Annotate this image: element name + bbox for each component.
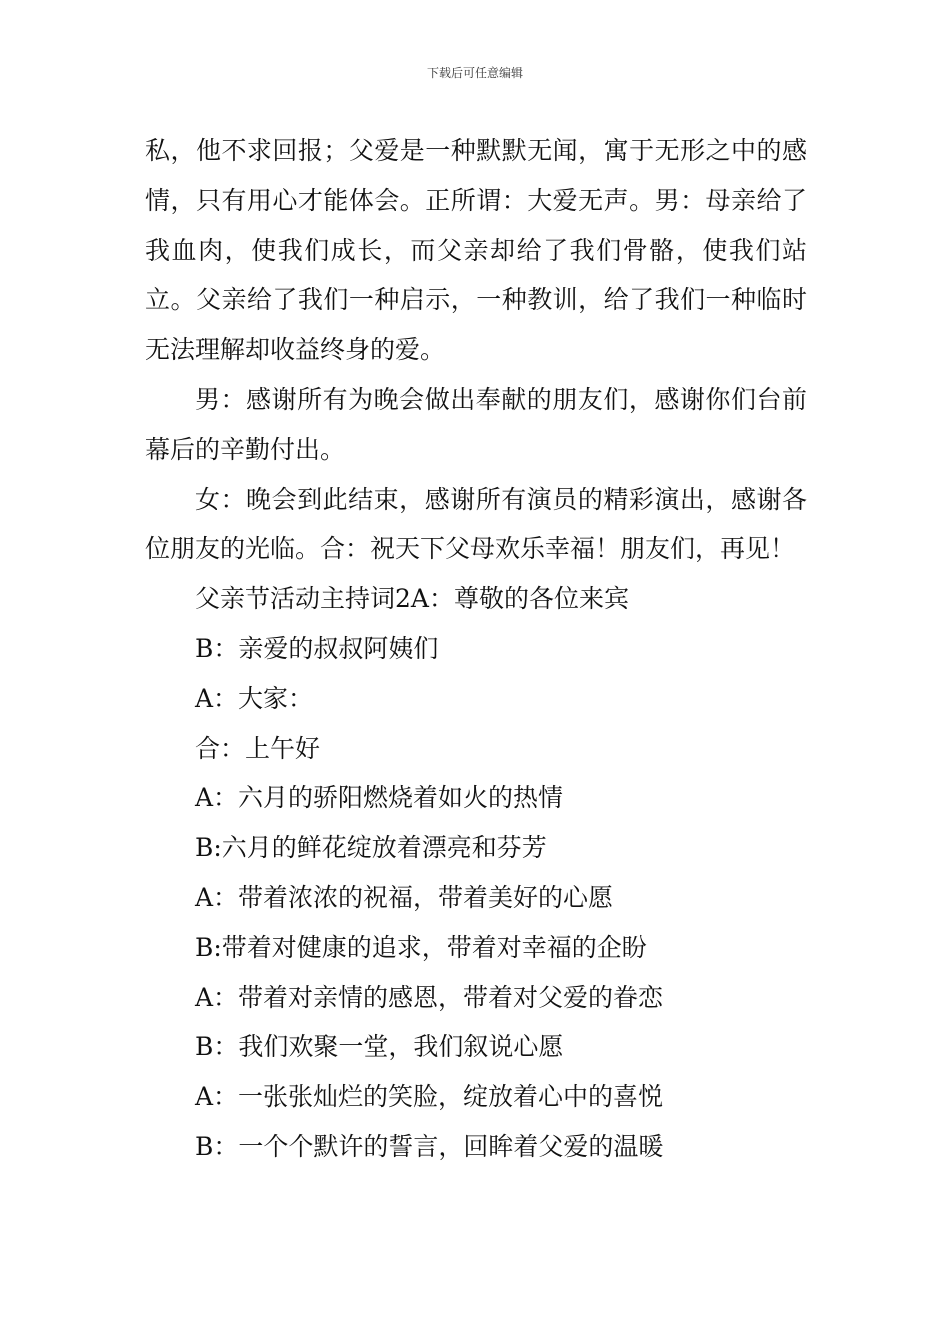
script-line: A：大家： (195, 683, 314, 713)
paragraph-thanks-male: 男：感谢所有为晚会做出奉献的朋友们，感谢你们台前幕后的辛勤付出。 (145, 384, 807, 464)
script-line: A：六月的骄阳燃烧着如火的热情 (195, 783, 564, 813)
script-line: 合：上午好 (195, 733, 321, 763)
paragraph-closing-female: 女：晚会到此结束，感谢所有演员的精彩演出，感谢各位朋友的光临。合：祝天下父母欢乐幸福！朋友们，再见！ (145, 484, 807, 564)
page-header: 下载后可任意编辑 (426, 66, 523, 80)
script-line: B：亲爱的叔叔阿姨们 (195, 633, 439, 663)
script-line: B:带着对健康的追求，带着对幸福的企盼 (195, 932, 647, 962)
script-line: B：一个个默许的誓言，回眸着父爱的温暖 (195, 1131, 664, 1161)
script-line: B:六月的鲜花绽放着漂亮和芬芳 (195, 833, 547, 863)
script-line: A：带着浓浓的祝福，带着美好的心愿 (195, 882, 614, 912)
document-body (145, 126, 807, 1172)
script-line: 父亲节活动主持词2A：尊敬的各位来宾 (195, 584, 629, 614)
script-line: B：我们欢聚一堂，我们叙说心愿 (195, 1032, 564, 1062)
paragraph-continued: 私，他不求回报；父爱是一种默默无闻，寓于无形之中的感情，只有用心才能体会。正所谓：大爱无声。男：母亲给了我血肉，使我们成长，而父亲却给了我们骨骼，使我们站立。父亲给了我们一种启示，一种教训，给了我们一种临时无法理解却收益终身的爱。 (145, 136, 807, 365)
script-line: A：带着对亲情的感恩，带着对父爱的眷恋 (195, 982, 664, 1012)
script-line: A：一张张灿烂的笑脸，绽放着心中的喜悦 (195, 1082, 664, 1112)
